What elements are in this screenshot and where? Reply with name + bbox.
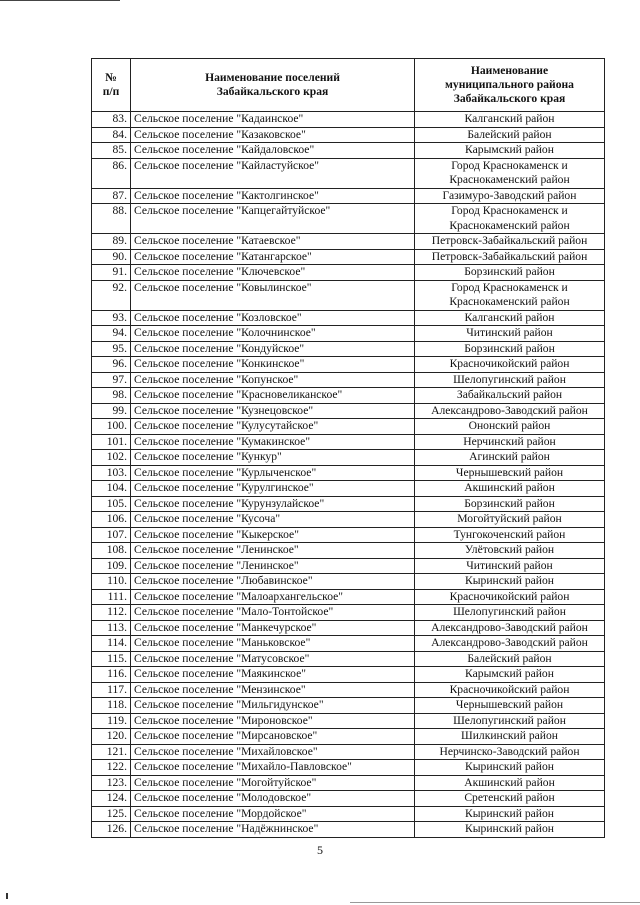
row-number: 126. [92, 822, 131, 838]
district-name: Александрово-Заводский район [415, 636, 605, 652]
district-name: Красночикойский район [415, 682, 605, 698]
district-name: Чернышевский район [415, 698, 605, 714]
district-name: Александрово-Заводский район [415, 403, 605, 419]
settlement-name: Сельское поселение "Мироновское" [131, 713, 415, 729]
settlement-name: Сельское поселение "Конкинское" [131, 357, 415, 373]
settlement-name: Сельское поселение "Манкечурское" [131, 620, 415, 636]
row-number: 116. [92, 667, 131, 683]
settlement-name: Сельское поселение "Курлыченское" [131, 465, 415, 481]
table-header-row [92, 59, 605, 112]
table-row [92, 434, 605, 450]
table-body [92, 112, 605, 838]
row-number: 88. [92, 204, 131, 234]
table-row [92, 450, 605, 466]
table-row [92, 729, 605, 745]
settlement-name: Сельское поселение "Любавинское" [131, 574, 415, 590]
table-row [92, 496, 605, 512]
table-row [92, 667, 605, 683]
district-name: Нерчинско-Заводский район [415, 744, 605, 760]
district-name: Город Краснокаменск и Краснокаменский район [415, 204, 605, 234]
settlement-name: Сельское поселение "Кыкерское" [131, 527, 415, 543]
row-number: 101. [92, 434, 131, 450]
district-name: Кыринский район [415, 822, 605, 838]
settlement-name: Сельское поселение "Красновеликанское" [131, 388, 415, 404]
table-row [92, 574, 605, 590]
table-row [92, 280, 605, 310]
settlement-name: Сельское поселение "Кузнецовское" [131, 403, 415, 419]
table-row [92, 605, 605, 621]
district-name: Агинский район [415, 450, 605, 466]
settlement-name: Сельское поселение "Кусоча" [131, 512, 415, 528]
table-row [92, 620, 605, 636]
table-row [92, 112, 605, 128]
row-number: 114. [92, 636, 131, 652]
row-number: 119. [92, 713, 131, 729]
row-number: 117. [92, 682, 131, 698]
table-row [92, 698, 605, 714]
scan-mark [6, 893, 8, 899]
row-number: 99. [92, 403, 131, 419]
settlement-name: Сельское поселение "Капцегайтуйское" [131, 204, 415, 234]
district-name: Ононский район [415, 419, 605, 435]
settlement-name: Сельское поселение "Молодовское" [131, 791, 415, 807]
settlement-name: Сельское поселение "Матусовское" [131, 651, 415, 667]
table-row [92, 651, 605, 667]
district-name: Город Краснокаменск и Краснокаменский район [415, 158, 605, 188]
settlement-name: Сельское поселение "Ленинское" [131, 543, 415, 559]
row-number: 95. [92, 341, 131, 357]
bottom-rule [350, 902, 640, 903]
table-row [92, 589, 605, 605]
table-row [92, 158, 605, 188]
district-name: Александрово-Заводский район [415, 620, 605, 636]
table-row [92, 791, 605, 807]
row-number: 102. [92, 450, 131, 466]
settlement-name: Сельское поселение "Мирсановское" [131, 729, 415, 745]
district-name: Читинский район [415, 558, 605, 574]
table-row [92, 512, 605, 528]
district-name: Тунгокоченский район [415, 527, 605, 543]
row-number: 111. [92, 589, 131, 605]
row-number: 103. [92, 465, 131, 481]
district-name: Красночикойский район [415, 589, 605, 605]
district-name: Акшинский район [415, 481, 605, 497]
settlement-name: Сельское поселение "Михайловское" [131, 744, 415, 760]
settlement-name: Сельское поселение "Кункур" [131, 450, 415, 466]
table-row [92, 326, 605, 342]
table-row [92, 234, 605, 250]
table-row [92, 806, 605, 822]
district-name: Карымский район [415, 143, 605, 159]
district-name: Борзинский район [415, 341, 605, 357]
row-number: 96. [92, 357, 131, 373]
settlement-name: Сельское поселение "Катангарское" [131, 249, 415, 265]
district-name: Петровск-Забайкальский район [415, 249, 605, 265]
district-name: Шелопугинский район [415, 605, 605, 621]
settlement-name: Сельское поселение "Казаковское" [131, 127, 415, 143]
row-number: 104. [92, 481, 131, 497]
table-row [92, 403, 605, 419]
settlement-name: Сельское поселение "Катаевское" [131, 234, 415, 250]
page-number: 5 [317, 843, 323, 857]
district-name: Борзинский район [415, 496, 605, 512]
row-number: 121. [92, 744, 131, 760]
row-number: 97. [92, 372, 131, 388]
table-row [92, 558, 605, 574]
header-num: № п/п [92, 59, 131, 112]
table-row [92, 143, 605, 159]
row-number: 115. [92, 651, 131, 667]
settlement-name: Сельское поселение "Кумакинское" [131, 434, 415, 450]
settlement-name: Сельское поселение "Курунзулайское" [131, 496, 415, 512]
district-name: Шелопугинский район [415, 372, 605, 388]
table-row [92, 388, 605, 404]
top-rule [0, 0, 120, 1]
table-row [92, 249, 605, 265]
row-number: 92. [92, 280, 131, 310]
settlement-name: Сельское поселение "Маньковское" [131, 636, 415, 652]
row-number: 87. [92, 188, 131, 204]
row-number: 108. [92, 543, 131, 559]
table-row [92, 341, 605, 357]
settlement-name: Сельское поселение "Кулусутайское" [131, 419, 415, 435]
header-district: Наименование муниципального района Забайкальского края [415, 59, 605, 112]
district-name: Могойтуйский район [415, 512, 605, 528]
row-number: 90. [92, 249, 131, 265]
row-number: 83. [92, 112, 131, 128]
row-number: 91. [92, 265, 131, 281]
table-row [92, 527, 605, 543]
row-number: 123. [92, 775, 131, 791]
district-name: Шелопугинский район [415, 713, 605, 729]
table-row [92, 419, 605, 435]
district-name: Чернышевский район [415, 465, 605, 481]
district-name: Город Краснокаменск и Краснокаменский район [415, 280, 605, 310]
district-name: Улётовский район [415, 543, 605, 559]
table-row [92, 127, 605, 143]
district-name: Нерчинский район [415, 434, 605, 450]
settlement-name: Сельское поселение "Козловское" [131, 310, 415, 326]
district-name: Сретенский район [415, 791, 605, 807]
table-row [92, 481, 605, 497]
settlement-name: Сельское поселение "Кондуйское" [131, 341, 415, 357]
table-row [92, 682, 605, 698]
district-name: Петровск-Забайкальский район [415, 234, 605, 250]
settlement-name: Сельское поселение "Курулгинское" [131, 481, 415, 497]
row-number: 98. [92, 388, 131, 404]
settlement-name: Сельское поселение "Ключевское" [131, 265, 415, 281]
settlement-name: Сельское поселение "Маякинское" [131, 667, 415, 683]
settlement-name: Сельское поселение "Могойтуйское" [131, 775, 415, 791]
settlement-name: Сельское поселение "Мензинское" [131, 682, 415, 698]
row-number: 109. [92, 558, 131, 574]
settlement-name: Сельское поселение "Копунское" [131, 372, 415, 388]
table-row [92, 713, 605, 729]
table-row [92, 188, 605, 204]
table-row [92, 204, 605, 234]
table-row [92, 636, 605, 652]
table-row [92, 310, 605, 326]
settlement-name: Сельское поселение "Мало-Тонтойское" [131, 605, 415, 621]
settlement-name: Сельское поселение "Мильгидунское" [131, 698, 415, 714]
table-row [92, 775, 605, 791]
settlement-name: Сельское поселение "Кайдаловское" [131, 143, 415, 159]
table-row [92, 822, 605, 838]
row-number: 105. [92, 496, 131, 512]
row-number: 120. [92, 729, 131, 745]
settlements-table [91, 58, 605, 838]
row-number: 86. [92, 158, 131, 188]
row-number: 122. [92, 760, 131, 776]
row-number: 89. [92, 234, 131, 250]
settlement-name: Сельское поселение "Кадаинское" [131, 112, 415, 128]
district-name: Борзинский район [415, 265, 605, 281]
settlement-name: Сельское поселение "Ленинское" [131, 558, 415, 574]
district-name: Акшинский район [415, 775, 605, 791]
row-number: 100. [92, 419, 131, 435]
row-number: 112. [92, 605, 131, 621]
settlement-name: Сельское поселение "Кайластуйское" [131, 158, 415, 188]
table-row [92, 357, 605, 373]
row-number: 125. [92, 806, 131, 822]
district-name: Кыринский район [415, 574, 605, 590]
settlement-name: Сельское поселение "Надёжнинское" [131, 822, 415, 838]
district-name: Красночикойский район [415, 357, 605, 373]
district-name: Балейский район [415, 651, 605, 667]
settlement-name: Сельское поселение "Кактолгинское" [131, 188, 415, 204]
row-number: 113. [92, 620, 131, 636]
table-row [92, 744, 605, 760]
district-name: Карымский район [415, 667, 605, 683]
row-number: 84. [92, 127, 131, 143]
district-name: Балейский район [415, 127, 605, 143]
row-number: 124. [92, 791, 131, 807]
header-settlement: Наименование поселений Забайкальского края [131, 59, 415, 112]
settlement-name: Сельское поселение "Мордойское" [131, 806, 415, 822]
row-number: 106. [92, 512, 131, 528]
row-number: 85. [92, 143, 131, 159]
row-number: 93. [92, 310, 131, 326]
table-row [92, 372, 605, 388]
district-name: Кыринский район [415, 760, 605, 776]
row-number: 110. [92, 574, 131, 590]
district-name: Газимуро-Заводский район [415, 188, 605, 204]
row-number: 118. [92, 698, 131, 714]
table-row [92, 465, 605, 481]
table-row [92, 265, 605, 281]
settlement-name: Сельское поселение "Михайло-Павловское" [131, 760, 415, 776]
settlement-name: Сельское поселение "Малоархангельское" [131, 589, 415, 605]
district-name: Шилкинский район [415, 729, 605, 745]
district-name: Читинский район [415, 326, 605, 342]
settlement-name: Сельское поселение "Колочнинское" [131, 326, 415, 342]
district-name: Кыринский район [415, 806, 605, 822]
row-number: 107. [92, 527, 131, 543]
district-name: Калганский район [415, 112, 605, 128]
settlement-name: Сельское поселение "Ковылинское" [131, 280, 415, 310]
district-name: Забайкальский район [415, 388, 605, 404]
row-number: 94. [92, 326, 131, 342]
table-row [92, 543, 605, 559]
table-row [92, 760, 605, 776]
district-name: Калганский район [415, 310, 605, 326]
